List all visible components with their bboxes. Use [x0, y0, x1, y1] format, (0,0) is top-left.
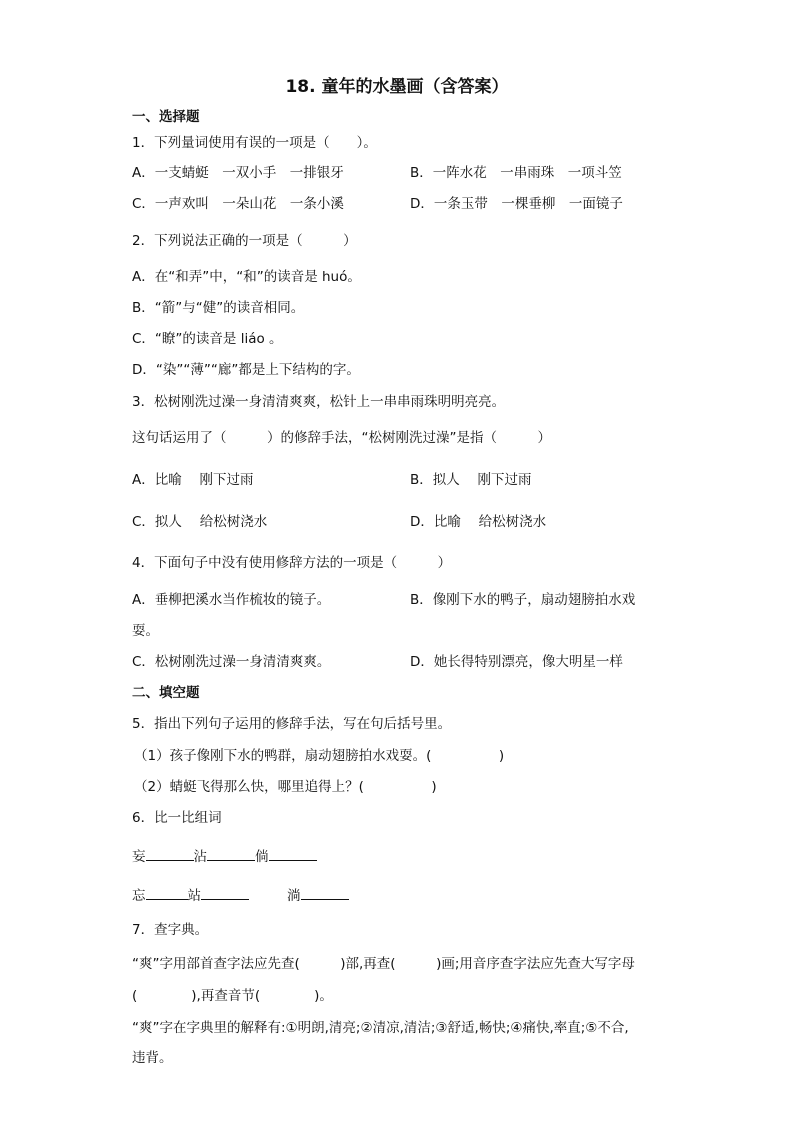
q4-option-c[interactable]: C．松树刚洗过澡一身清清爽爽。 [132, 654, 331, 670]
answer-blank[interactable] [146, 885, 188, 900]
q5-sentence-1[interactable]: （1）孩子像刚下水的鸭群，扇动翅膀拍水戏耍。( ) [134, 748, 505, 764]
q3-option-b[interactable]: B．拟人 刚下过雨 [410, 472, 532, 488]
q7-line-4: 违背。 [132, 1050, 173, 1066]
q3-option-a[interactable]: A．比喻 刚下过雨 [132, 472, 254, 488]
q1-option-b[interactable]: B．一阵水花 一串雨珠 一项斗笠 [410, 165, 622, 181]
q7-line-1[interactable]: “爽”字用部首查字法应先查( )部,再查( )画;用音序查字法应先查大写字母 [132, 956, 635, 972]
q1-option-a[interactable]: A．一支蜻蜓 一双小手 一排银牙 [132, 165, 344, 181]
q6-char: 忘 [132, 888, 146, 904]
q1-stem: 1．下列量词使用有误的一项是（ ）。 [132, 135, 377, 151]
q7-stem: 7．查字典。 [132, 922, 209, 938]
answer-blank[interactable] [146, 846, 194, 861]
q4-option-d[interactable]: D．她长得特别漂亮，像大明星一样 [410, 654, 623, 670]
q6-char: 妄 [132, 849, 146, 865]
q6-char: 站 [187, 888, 201, 904]
q4-option-a[interactable]: A．垂柳把溪水当作梳妆的镜子。 [132, 592, 331, 608]
section-choice-heading: 一、选择题 [132, 109, 200, 125]
answer-blank[interactable] [207, 846, 255, 861]
q4-stem: 4．下面句子中没有使用修辞方法的一项是（ ） [132, 555, 452, 571]
q3-sub: 这句话运用了（ ）的修辞手法，“松树刚洗过澡”是指（ ） [132, 430, 551, 446]
q6-stem: 6．比一比组词 [132, 810, 222, 826]
q7-line-3: “爽”字在字典里的解释有:①明朗,清亮;②清凉,清洁;③舒适,畅快;④痛快,率直;⑤不合, [132, 1020, 629, 1036]
q2-option-d[interactable]: D．“染”“薄”“廊”都是上下结构的字。 [132, 362, 360, 378]
q3-option-d[interactable]: D．比喻 给松树浇水 [410, 514, 547, 530]
q6-char: 沾 [193, 849, 207, 865]
q5-stem: 5．指出下列句子运用的修辞手法，写在句后括号里。 [132, 716, 452, 732]
q3-option-c[interactable]: C．拟人 给松树浇水 [132, 514, 268, 530]
q6-row-2 [132, 884, 349, 904]
q6-row-1 [132, 845, 317, 865]
answer-blank[interactable] [201, 885, 249, 900]
q2-option-a[interactable]: A．在“和弄”中，“和”的读音是 huó。 [132, 269, 361, 285]
page-title: 18. 童年的水墨画（含答案） [285, 77, 509, 97]
q2-option-b[interactable]: B．“箭”与“健”的读音相同。 [132, 300, 305, 316]
q2-stem: 2．下列说法正确的一项是（ ） [132, 233, 357, 249]
q1-option-d[interactable]: D．一条玉带 一棵垂柳 一面镜子 [410, 196, 623, 212]
q5-sentence-2[interactable]: （2）蜻蜓飞得那么快，哪里追得上？( ) [134, 779, 437, 795]
q6-char: 倘 [255, 849, 269, 865]
q6-char: 淌 [287, 888, 301, 904]
q3-stem: 3．松树刚洗过澡一身清清爽爽，松针上一串串雨珠明明亮亮。 [132, 394, 506, 410]
answer-blank[interactable] [301, 885, 349, 900]
q2-option-c[interactable]: C．“瞭”的读音是 liáo 。 [132, 331, 283, 347]
q1-option-c[interactable]: C．一声欢叫 一朵山花 一条小溪 [132, 196, 344, 212]
q4-option-b[interactable]: B．像刚下水的鸭子，扇动翅膀拍水戏 [410, 592, 636, 608]
q4-option-b-wrap: 耍。 [132, 623, 159, 639]
section-fill-heading: 二、填空题 [132, 685, 200, 701]
answer-blank[interactable] [269, 846, 317, 861]
q7-line-2[interactable]: ( ),再查音节( )。 [132, 988, 333, 1004]
